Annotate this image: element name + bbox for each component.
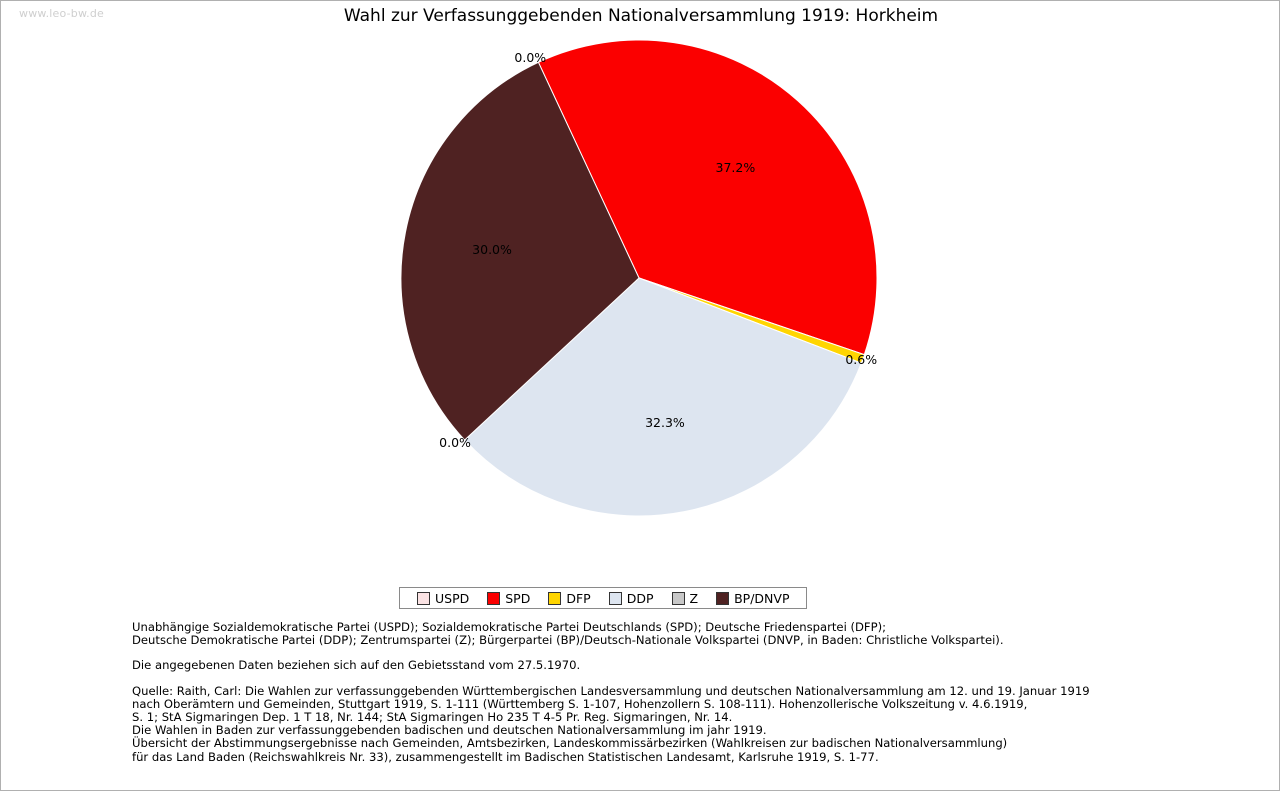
legend-label: Z <box>689 590 699 606</box>
legend-swatch-icon <box>417 592 430 605</box>
chart-legend <box>399 587 807 609</box>
legend-label: DDP <box>626 590 654 606</box>
footnote-block <box>132 685 1252 764</box>
footnote-line: S. 1; StA Sigmaringen Dep. 1 T 18, Nr. 144; StA Sigmaringen Ho 235 T 4-5 Pr. Reg. Sigmaringen, Nr. 14. <box>132 710 733 725</box>
pie-slice-label-z: 0.0% <box>439 435 471 451</box>
legend-label: BP/DNVP <box>734 590 790 606</box>
pie-chart-svg <box>401 33 881 523</box>
footnote-line: Unabhängige Sozialdemokratische Partei (USPD); Sozialdemokratische Partei Deutschlands (SPD); Deutsche Friedenspartei (DFP); <box>132 620 887 634</box>
legend-item-dfp <box>548 591 590 606</box>
footnote-block <box>132 659 1252 672</box>
footnote-line: Die Wahlen in Baden zur verfassunggebenden badischen und deutschen Nationalversammlung im jahr 1919. <box>132 723 767 738</box>
footnote-line: für das Land Baden (Reichswahlkreis Nr. 33), zusammengestellt im Badischen Statistischen Landesamt, Karlsruhe 1919, S. 1-77. <box>132 749 879 764</box>
legend-item-z <box>672 591 699 606</box>
legend-item-spd <box>487 591 530 606</box>
legend-label: SPD <box>505 590 531 606</box>
legend-swatch-icon <box>672 592 685 605</box>
footnote-line: Deutsche Demokratische Partei (DDP); Zentrumspartei (Z); Bürgerpartei (BP)/Deutsch-Nationale Volkspartei (DNVP, in Baden: Christliche Volkspartei). <box>132 633 1004 648</box>
legend-item-ddp <box>609 591 654 606</box>
legend-swatch-icon <box>716 592 729 605</box>
footnote-line: Übersicht der Abstimmungsergebnisse nach Gemeinden, Amtsbezirken, Landeskommissärbezirken (Wahlkreisen zur badischen Nationalversammlung) <box>132 736 1008 751</box>
footnote-line: Die angegebenen Daten beziehen sich auf den Gebietsstand vom 27.5.1970. <box>132 658 581 673</box>
legend-label: DFP <box>566 590 591 606</box>
page-title: Wahl zur Verfassunggebenden Nationalversammlung 1919: Horkheim <box>343 6 939 26</box>
footnote-line: nach Oberämtern und Gemeinden, Stuttgart 1919, S. 1-111 (Württemberg S. 1-107, Hohenzollern S. 108-111). Hohenzollerische Volkszeitung v. 4.6.1919, <box>132 696 1028 711</box>
chart-footnotes <box>132 621 1252 776</box>
legend-swatch-icon <box>487 592 500 605</box>
pie-slice-label-bp-dnvp: 30.0% <box>472 241 512 257</box>
legend-label: USPD <box>435 590 470 606</box>
legend-item-uspd <box>417 591 469 606</box>
pie-slice-label-ddp: 32.3% <box>645 414 685 430</box>
pie-chart <box>401 33 881 523</box>
site-watermark: www.leo-bw.de <box>19 7 105 20</box>
pie-slice-label-dfp: 0.6% <box>845 352 878 368</box>
legend-swatch-icon <box>609 592 622 605</box>
footnote-line: Quelle: Raith, Carl: Die Wahlen zur verfassunggebenden Württembergischen Landesversammlung und deutschen Nationalversammlung am 12. und 19. Januar 1919 <box>132 683 1090 698</box>
pie-slice-label-uspd: 0.0% <box>514 49 547 65</box>
legend-item-bp-dnvp <box>716 591 789 606</box>
legend-swatch-icon <box>548 592 561 605</box>
pie-slice-label-spd: 37.2% <box>715 160 756 176</box>
footnote-block <box>132 621 1252 647</box>
